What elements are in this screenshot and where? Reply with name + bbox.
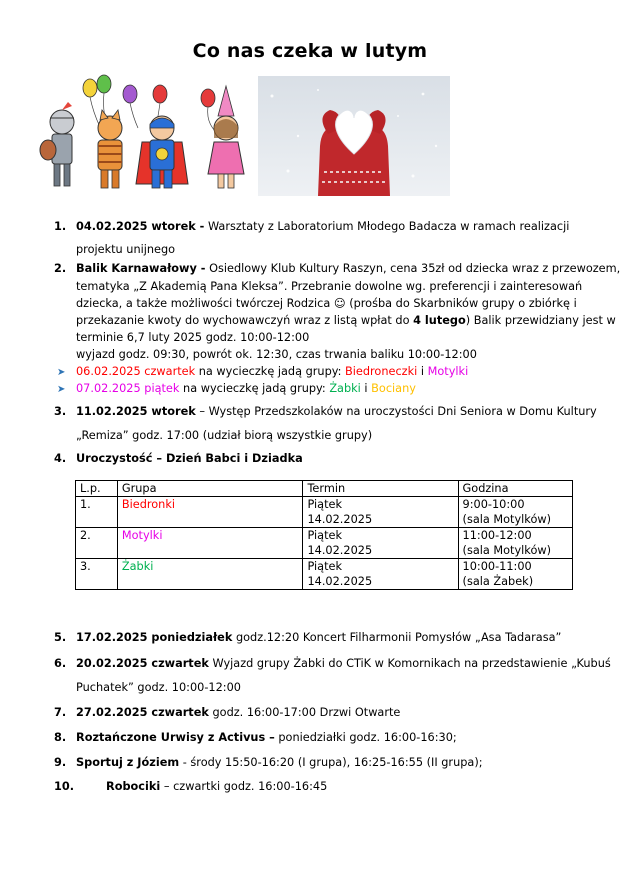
list-item-continuation: przekazanie kwoty do wychowawczyń wraz z listą wpłat do 4 lutego) Balik przewidziany jest w: [76, 314, 616, 327]
table-row: [76, 559, 573, 590]
header-godzina: Godzina: [458, 481, 572, 497]
list-item-continuation: Puchatek” godz. 10:00-12:00: [76, 681, 241, 694]
cell-grupa: Biedronki: [117, 497, 303, 528]
cell-lp: 1.: [76, 497, 118, 528]
grandparents-day-table: [75, 480, 573, 590]
list-item: 9. Sportuj z Józiem - środy 15:50-16:20 (I grupa), 16:25-16:55 (II grupa);: [54, 756, 483, 769]
cell-day: Piątek: [307, 560, 343, 573]
list-item: 10. Robociki – czwartki godz. 16:00-16:45: [54, 780, 328, 793]
list-item: 6. 20.02.2025 czwartek Wyjazd grupy Żabki do CTiK w Komornikach na przedstawienie „Kubuś: [54, 657, 611, 670]
page-title: Co nas czeka w lutym: [192, 40, 428, 62]
list-item: 1. 04.02.2025 wtorek - Warsztaty z Laboratorium Młodego Badacza w ramach realizacji: [54, 220, 570, 233]
cell-date: 14.02.2025: [307, 513, 373, 526]
list-item-continuation: terminie 6,7 luty 2025 godz. 10:00-12:00: [76, 331, 310, 344]
cell-day: Piątek: [307, 529, 343, 542]
table-row: [76, 497, 573, 528]
cell-godzina: [458, 528, 572, 559]
list-item-continuation: „Remiza” godz. 17:00 (udział biorą wszystkie grupy): [76, 429, 373, 442]
list-item: 2. Balik Karnawałowy - Osiedlowy Klub Kultury Raszyn, cena 35zł od dziecka wraz z przewozem,: [54, 262, 620, 275]
list-item: 4. Uroczystość – Dzień Babci i Dziadka: [54, 452, 303, 465]
table-row: [76, 528, 573, 559]
list-item-continuation: dziecka, a także możliwości twórczej Rodzica ☺ (prośba do Skarbników grupy o zbiórkę i: [76, 297, 577, 310]
header-termin: Termin: [303, 481, 458, 497]
trip-line: 07.02.2025 piątek na wycieczkę jadą grupy: Żabki i Bociany: [76, 382, 416, 395]
list-item: 3. 11.02.2025 wtorek – Występ Przedszkolaków na uroczystości Dni Seniora w Domu Kultury: [54, 405, 597, 418]
cell-lp: 2.: [76, 528, 118, 559]
arrow-bullet-icon: ➤: [57, 384, 66, 395]
list-item-continuation: projektu unijnego: [76, 243, 176, 256]
header-lp: L.p.: [76, 481, 118, 497]
cell-lp: 3.: [76, 559, 118, 590]
trip-line: 06.02.2025 czwartek na wycieczkę jadą grupy: Biedroneczki i Motylki: [76, 365, 469, 378]
cell-room: (sala Motylków): [462, 513, 552, 526]
cell-day: Piątek: [307, 498, 343, 511]
list-item-continuation: wyjazd godz. 09:30, powrót ok. 12:30, czas trwania baliku 10:00-12:00: [76, 348, 477, 361]
table-header-row: [76, 481, 573, 497]
cell-godzina: [458, 559, 572, 590]
cell-godzina: [458, 497, 572, 528]
list-item: 5. 17.02.2025 poniedziałek godz.12:20 Koncert Filharmonii Pomysłów „Asa Tadarasa”: [54, 631, 562, 644]
cell-time: 10:00-11:00: [462, 560, 532, 573]
cell-date: 14.02.2025: [307, 575, 373, 588]
cell-date: 14.02.2025: [307, 544, 373, 557]
list-item: 8. Roztańczone Urwisy z Activus – poniedziałki godz. 16:00-16:30;: [54, 731, 457, 744]
cell-grupa: Motylki: [117, 528, 303, 559]
header-grupa: Grupa: [117, 481, 303, 497]
cell-termin: [303, 497, 458, 528]
list-item: 7. 27.02.2025 czwartek godz. 16:00-17:00 Drzwi Otwarte: [54, 706, 401, 719]
arrow-bullet-icon: ➤: [57, 367, 66, 378]
cell-time: 11:00-12:00: [462, 529, 532, 542]
cell-room: (sala Motylków): [462, 544, 552, 557]
list-item-continuation: tematyka „Z Akademią Pana Kleksa”. Przebranie dowolne wg. preferencji i zainteresowań: [76, 280, 583, 293]
cell-termin: [303, 559, 458, 590]
cell-termin: [303, 528, 458, 559]
cell-time: 9:00-10:00: [462, 498, 525, 511]
cell-grupa: Żabki: [117, 559, 303, 590]
cell-room: (sala Żabek): [462, 575, 534, 588]
